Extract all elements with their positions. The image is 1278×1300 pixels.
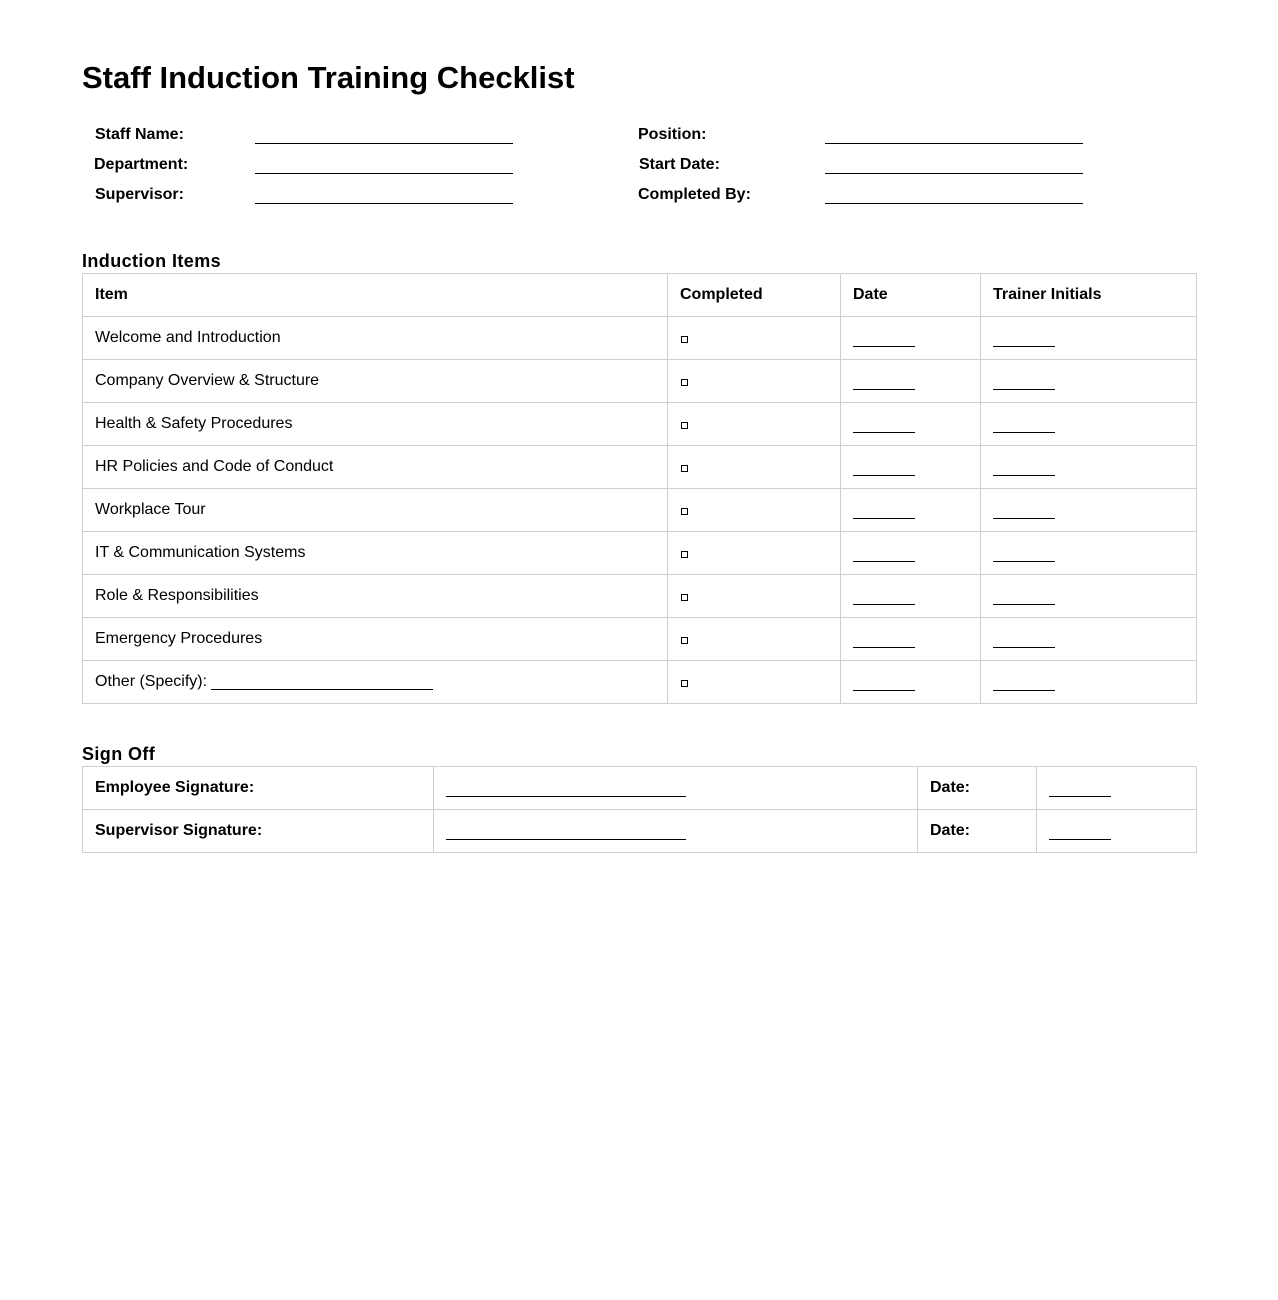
table-row — [83, 575, 1197, 618]
sign-off-table — [82, 766, 1197, 853]
date-field[interactable] — [853, 418, 915, 433]
table-row — [83, 317, 1197, 360]
trainer-initials-cell — [981, 661, 1197, 704]
other-specify-field[interactable] — [211, 675, 433, 690]
trainer-initials-field[interactable] — [993, 590, 1055, 605]
column-header-completed: Completed — [668, 274, 841, 317]
completed-checkbox[interactable] — [681, 422, 688, 429]
supervisor-signature-field[interactable] — [446, 825, 686, 840]
column-header-trainer-initials: Trainer Initials — [981, 274, 1197, 317]
position-label: Position: — [638, 126, 707, 143]
date-cell — [841, 446, 981, 489]
start-date-field[interactable] — [825, 173, 1083, 174]
date-field[interactable] — [853, 504, 915, 519]
department-field[interactable] — [255, 173, 513, 174]
induction-items-title: Induction Items — [82, 251, 222, 271]
item-label: HR Policies and Code of Conduct — [83, 446, 668, 489]
date-field[interactable] — [853, 547, 915, 562]
position-field[interactable] — [825, 143, 1083, 144]
date-cell — [841, 618, 981, 661]
item-label: Emergency Procedures — [83, 618, 668, 661]
column-header-item: Item — [83, 274, 668, 317]
trainer-initials-field[interactable] — [993, 375, 1055, 390]
table-row — [83, 618, 1197, 661]
employee-date-cell — [1037, 767, 1197, 810]
info-row-3 — [82, 185, 1196, 205]
supervisor-date-cell — [1037, 810, 1197, 853]
trainer-initials-cell — [981, 360, 1197, 403]
date-cell — [841, 575, 981, 618]
info-row-1 — [82, 125, 1196, 145]
date-field[interactable] — [853, 332, 915, 347]
staff-name-field[interactable] — [255, 143, 513, 144]
date-field[interactable] — [853, 633, 915, 648]
table-header-row — [83, 274, 1197, 317]
date-field[interactable] — [853, 461, 915, 476]
employee-signature-field[interactable] — [446, 782, 686, 797]
item-label: Health & Safety Procedures — [83, 403, 668, 446]
table-row — [83, 360, 1197, 403]
department-label: Department: — [94, 156, 189, 173]
table-row — [83, 532, 1197, 575]
trainer-initials-field[interactable] — [993, 633, 1055, 648]
completed-checkbox[interactable] — [681, 336, 688, 343]
trainer-initials-cell — [981, 618, 1197, 661]
completed-cell — [668, 618, 841, 661]
item-label: Workplace Tour — [83, 489, 668, 532]
completed-cell — [668, 446, 841, 489]
completed-by-field[interactable] — [825, 203, 1083, 204]
table-row — [83, 446, 1197, 489]
trainer-initials-field[interactable] — [993, 332, 1055, 347]
completed-checkbox[interactable] — [681, 465, 688, 472]
completed-cell — [668, 360, 841, 403]
supervisor-field[interactable] — [255, 203, 513, 204]
trainer-initials-cell — [981, 575, 1197, 618]
trainer-initials-cell — [981, 403, 1197, 446]
trainer-initials-cell — [981, 489, 1197, 532]
date-cell — [841, 532, 981, 575]
supervisor-date-field[interactable] — [1049, 825, 1111, 840]
trainer-initials-field[interactable] — [993, 676, 1055, 691]
item-cell-other — [83, 661, 668, 704]
table-row — [83, 810, 1197, 853]
completed-cell — [668, 317, 841, 360]
page-title: Staff Induction Training Checklist — [82, 60, 575, 95]
completed-checkbox[interactable] — [681, 637, 688, 644]
table-row — [83, 489, 1197, 532]
employee-signature-label: Employee Signature: — [83, 767, 434, 810]
trainer-initials-field[interactable] — [993, 418, 1055, 433]
completed-cell — [668, 575, 841, 618]
supervisor-signature-cell — [434, 810, 918, 853]
supervisor-label: Supervisor: — [95, 186, 184, 203]
completed-cell — [668, 661, 841, 704]
item-label: Welcome and Introduction — [83, 317, 668, 360]
date-field[interactable] — [853, 590, 915, 605]
date-cell — [841, 661, 981, 704]
date-field[interactable] — [853, 375, 915, 390]
item-label: IT & Communication Systems — [83, 532, 668, 575]
employee-signature-cell — [434, 767, 918, 810]
trainer-initials-field[interactable] — [993, 504, 1055, 519]
trainer-initials-cell — [981, 317, 1197, 360]
item-label: Other (Specify): — [95, 673, 208, 690]
employee-date-field[interactable] — [1049, 782, 1111, 797]
completed-by-label: Completed By: — [638, 186, 751, 203]
item-label: Role & Responsibilities — [83, 575, 668, 618]
trainer-initials-cell — [981, 446, 1197, 489]
item-label: Company Overview & Structure — [83, 360, 668, 403]
trainer-initials-field[interactable] — [993, 461, 1055, 476]
sign-off-title: Sign Off — [82, 744, 156, 764]
table-row — [83, 661, 1197, 704]
completed-cell — [668, 489, 841, 532]
date-field[interactable] — [853, 676, 915, 691]
completed-checkbox[interactable] — [681, 379, 688, 386]
completed-cell — [668, 403, 841, 446]
table-row — [83, 767, 1197, 810]
column-header-date: Date — [841, 274, 981, 317]
date-cell — [841, 489, 981, 532]
table-row — [83, 403, 1197, 446]
date-cell — [841, 317, 981, 360]
employee-date-label: Date: — [918, 767, 1037, 810]
supervisor-signature-label: Supervisor Signature: — [83, 810, 434, 853]
staff-name-label: Staff Name: — [95, 126, 184, 143]
completed-checkbox[interactable] — [681, 551, 688, 558]
date-cell — [841, 360, 981, 403]
induction-table — [82, 273, 1197, 704]
start-date-label: Start Date: — [639, 156, 720, 173]
completed-checkbox[interactable] — [681, 680, 688, 687]
info-row-2 — [82, 155, 1196, 175]
completed-checkbox[interactable] — [681, 594, 688, 601]
trainer-initials-cell — [981, 532, 1197, 575]
completed-cell — [668, 532, 841, 575]
supervisor-date-label: Date: — [918, 810, 1037, 853]
completed-checkbox[interactable] — [681, 508, 688, 515]
trainer-initials-field[interactable] — [993, 547, 1055, 562]
date-cell — [841, 403, 981, 446]
